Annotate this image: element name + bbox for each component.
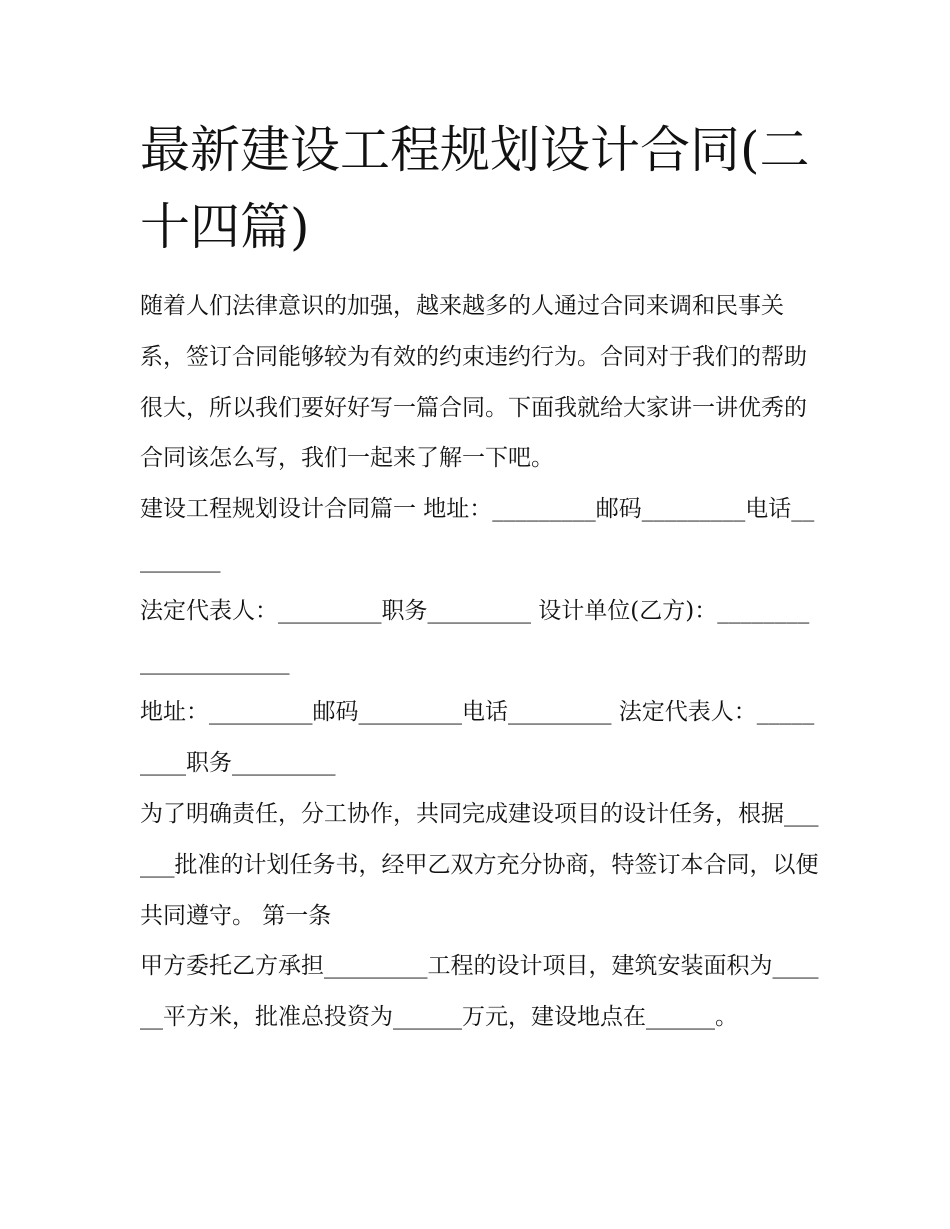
document-title: 最新建设工程规划设计合同(二十四篇) bbox=[140, 121, 810, 256]
document-page bbox=[140, 112, 820, 1043]
article-one-paragraph: 甲方委托乙方承担_________工程的设计项目，建筑安装面积为______平方米，批准总投资为______万元，建设地点在______。 bbox=[140, 953, 819, 1031]
party-a-representative-paragraph: 法定代表人：_________职务_________ 设计单位(乙方)：_____________________ bbox=[140, 597, 810, 675]
intro-paragraph: 随着人们法律意识的加强，越来越多的人通过合同来调和民事关系，签订合同能够较为有效的约束违约行为。合同对于我们的帮助很大，所以我们要好好写一篇合同。下面我就给大家讲一讲优秀的合同该怎么写，我们一起来了解一下吧。 bbox=[140, 293, 807, 472]
party-a-address-paragraph: 建设工程规划设计合同篇一 地址：_________邮码_________电话_________ bbox=[140, 496, 815, 573]
party-b-address-paragraph: 地址：_________邮码_________电话_________ 法定代表人：_________职务_________ bbox=[140, 699, 815, 777]
purpose-paragraph: 为了明确责任，分工协作，共同完成建设项目的设计任务，根据______批准的计划任务书，经甲乙双方充分协商，特签订本合同，以便共同遵守。 第一条 bbox=[140, 800, 819, 929]
